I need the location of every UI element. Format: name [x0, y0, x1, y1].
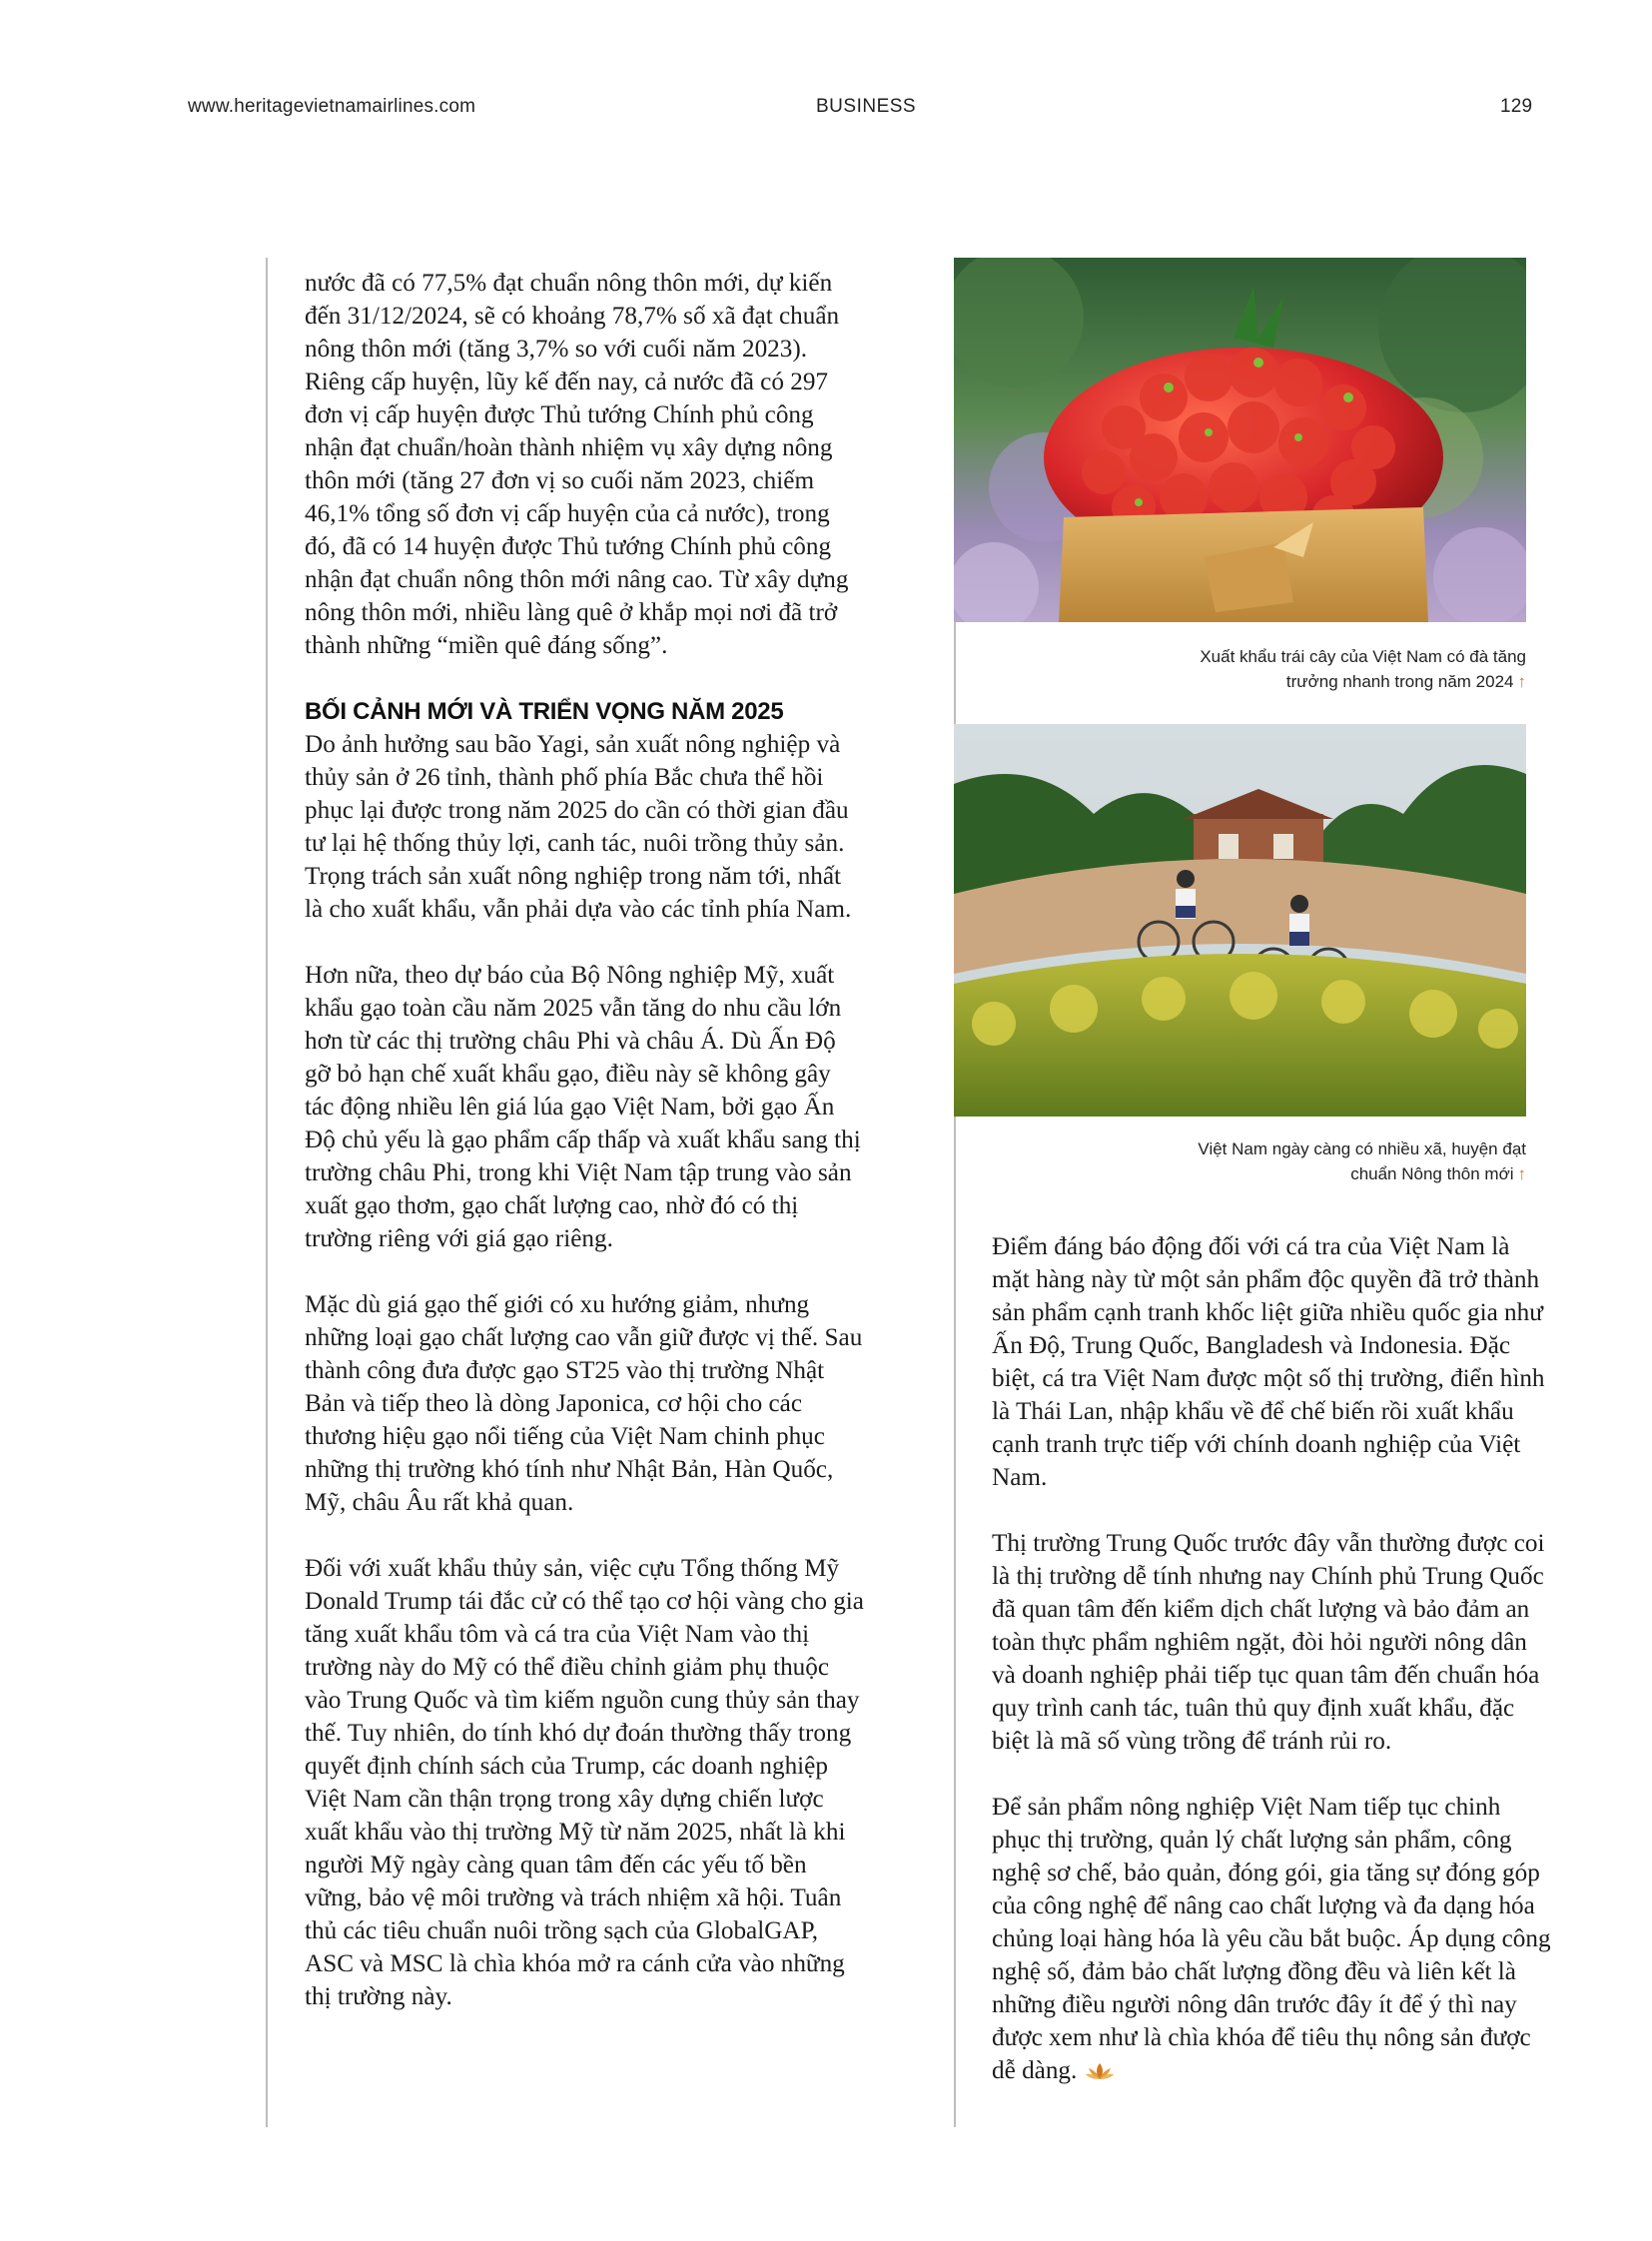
left-column-rule: [266, 258, 268, 2127]
village-photo: [954, 724, 1526, 1117]
left-column: [305, 267, 864, 2013]
arrow-up-icon: ↑: [1517, 672, 1526, 691]
website-url: www.heritagevietnamairlines.com: [188, 96, 476, 117]
village-caption: [1167, 1136, 1526, 1186]
right-paragraph-3-text: Để sản phẩm nông nghiệp Việt Nam tiếp tục chinh phục thị trường, quản lý chất lượng sản phẩm, công nghệ sơ chế, bảo quản, đóng gói, gia tăng sự đóng góp của công nghệ để nâng cao chất lượng và đa dạng hóa chủng loại hàng hóa là yêu cầu bắt buộc. Áp dụng công nghệ số, đảm bảo chất lượng đồng đều và liên kết là những điều người nông dân trước đây ít để ý thì nay được xem như là chìa khóa để tiêu thụ nông sản được dễ dàng.: [992, 1794, 1551, 2084]
section-label: BUSINESS: [816, 96, 917, 117]
left-paragraph-5: Đối với xuất khẩu thủy sản, việc cựu Tổng thống Mỹ Donald Trump tái đắc cử có thể tạo cơ hội vàng cho gia tăng xuất khẩu tôm và cá tra của Việt Nam vào thị trường này do Mỹ có thể điều chỉnh giảm phụ thuộc vào Trung Quốc và tìm kiếm nguồn cung thủy sản thay thế. Tuy nhiên, do tính khó dự đoán thường thấy trong quyết định chính sách của Trump, các doanh nghiệp Việt Nam cần thận trọng trong xây dựng chiến lược xuất khẩu vào thị trường Mỹ từ năm 2025, nhất là khi người Mỹ ngày càng quan tâm đến các yếu tố bền vững, bảo vệ môi trường và trách nhiệm xã hội. Tuân thủ các tiêu chuẩn nuôi trồng sạch của GlobalGAP, ASC và MSC là chìa khóa mở ra cánh cửa vào những thị trường này.: [305, 1555, 864, 2010]
right-paragraph-3: [992, 1791, 1551, 2089]
page-number: 129: [1500, 96, 1533, 117]
rambutan-caption: [1167, 644, 1526, 694]
rambutan-caption-text: Xuất khẩu trái cây của Việt Nam có đà tăng trưởng nhanh trong năm 2024: [1200, 647, 1526, 691]
right-paragraph-2: Thị trường Trung Quốc trước đây vẫn thường được coi là thị trường dễ tính nhưng nay Chính phủ Trung Quốc đã quan tâm đến kiểm dịch chất lượng và bảo đảm an toàn thực phẩm nghiêm ngặt, đòi hỏi người nông dân và doanh nghiệp phải tiếp tục quan tâm đến chuẩn hóa quy trình canh tác, tuân thủ quy định xuất khẩu, đặc biệt là mã số vùng trồng để tránh rủi ro.: [992, 1530, 1545, 1755]
section-heading: BỐI CẢNH MỚI VÀ TRIỂN VỌNG NĂM 2025: [305, 698, 784, 725]
right-column: [992, 1230, 1551, 2089]
rambutan-photo: [954, 258, 1526, 622]
arrow-up-icon: ↑: [1517, 1164, 1526, 1183]
left-paragraph-3: Hơn nữa, theo dự báo của Bộ Nông nghiệp Mỹ, xuất khẩu gạo toàn cầu năm 2025 vẫn tăng do nhu cầu lớn hơn từ các thị trường châu Phi và châu Á. Dù Ấn Độ gỡ bỏ hạn chế xuất khẩu gạo, điều này sẽ không gây tác động nhiều lên giá lúa gạo Việt Nam, bởi gạo Ấn Độ chủ yếu là gạo phẩm cấp thấp và xuất khẩu sang thị trường châu Phi, trong khi Việt Nam tập trung vào sản xuất gạo thơm, gạo chất lượng cao, nhờ đó có thị trường riêng với giá gạo riêng.: [305, 962, 861, 1252]
village-caption-text: Việt Nam ngày càng có nhiều xã, huyện đạt chuẩn Nông thôn mới: [1198, 1139, 1526, 1183]
left-paragraph-2: Do ảnh hưởng sau bão Yagi, sản xuất nông nghiệp và thủy sản ở 26 tỉnh, thành phố phía Bắc chưa thể hồi phục lại được trong năm 2025 do cần có thời gian đầu tư lại hệ thống thủy lợi, canh tác, nuôi trồng thủy sản. Trọng trách sản xuất nông nghiệp trong năm tới, nhất là cho xuất khẩu, vẫn phải dựa vào các tỉnh phía Nam.: [305, 731, 852, 923]
lotus-end-icon: [1085, 2056, 1115, 2089]
left-paragraph-1: nước đã có 77,5% đạt chuẩn nông thôn mới, dự kiến đến 31/12/2024, sẽ có khoảng 78,7% số xã đạt chuẩn nông thôn mới (tăng 3,7% so với cuối năm 2023). Riêng cấp huyện, lũy kế đến nay, cả nước đã có 297 đơn vị cấp huyện được Thủ tướng Chính phủ công nhận đạt chuẩn/hoàn thành nhiệm vụ xây dựng nông thôn mới (tăng 27 đơn vị so cuối năm 2023, chiếm 46,1% tổng số đơn vị cấp huyện của cả nước), trong đó, đã có 14 huyện được Thủ tướng Chính phủ công nhận đạt chuẩn nông thôn mới nâng cao. Từ xây dựng nông thôn mới, nhiều làng quê ở khắp mọi nơi đã trở thành những “miền quê đáng sống”.: [305, 270, 849, 659]
left-paragraph-4: Mặc dù giá gạo thế giới có xu hướng giảm, nhưng những loại gạo chất lượng cao vẫn giữ được vị thế. Sau thành công đưa được gạo ST25 vào thị trường Nhật Bản và tiếp theo là dòng Japonica, cơ hội cho các thương hiệu gạo nổi tiếng của Việt Nam chinh phục những thị trường khó tính như Nhật Bản, Hàn Quốc, Mỹ, châu Âu rất khả quan.: [305, 1291, 863, 1516]
right-paragraph-1: Điểm đáng báo động đối với cá tra của Việt Nam là mặt hàng này từ một sản phẩm độc quyền đã trở thành sản phẩm cạnh tranh khốc liệt giữa nhiều quốc gia như Ấn Độ, Trung Quốc, Bangladesh và Indonesia. Đặc biệt, cá tra Việt Nam được một số thị trường, điển hình là Thái Lan, nhập khẩu về để chế biến rồi xuất khẩu cạnh tranh trực tiếp với chính doanh nghiệp của Việt Nam.: [992, 1233, 1545, 1491]
